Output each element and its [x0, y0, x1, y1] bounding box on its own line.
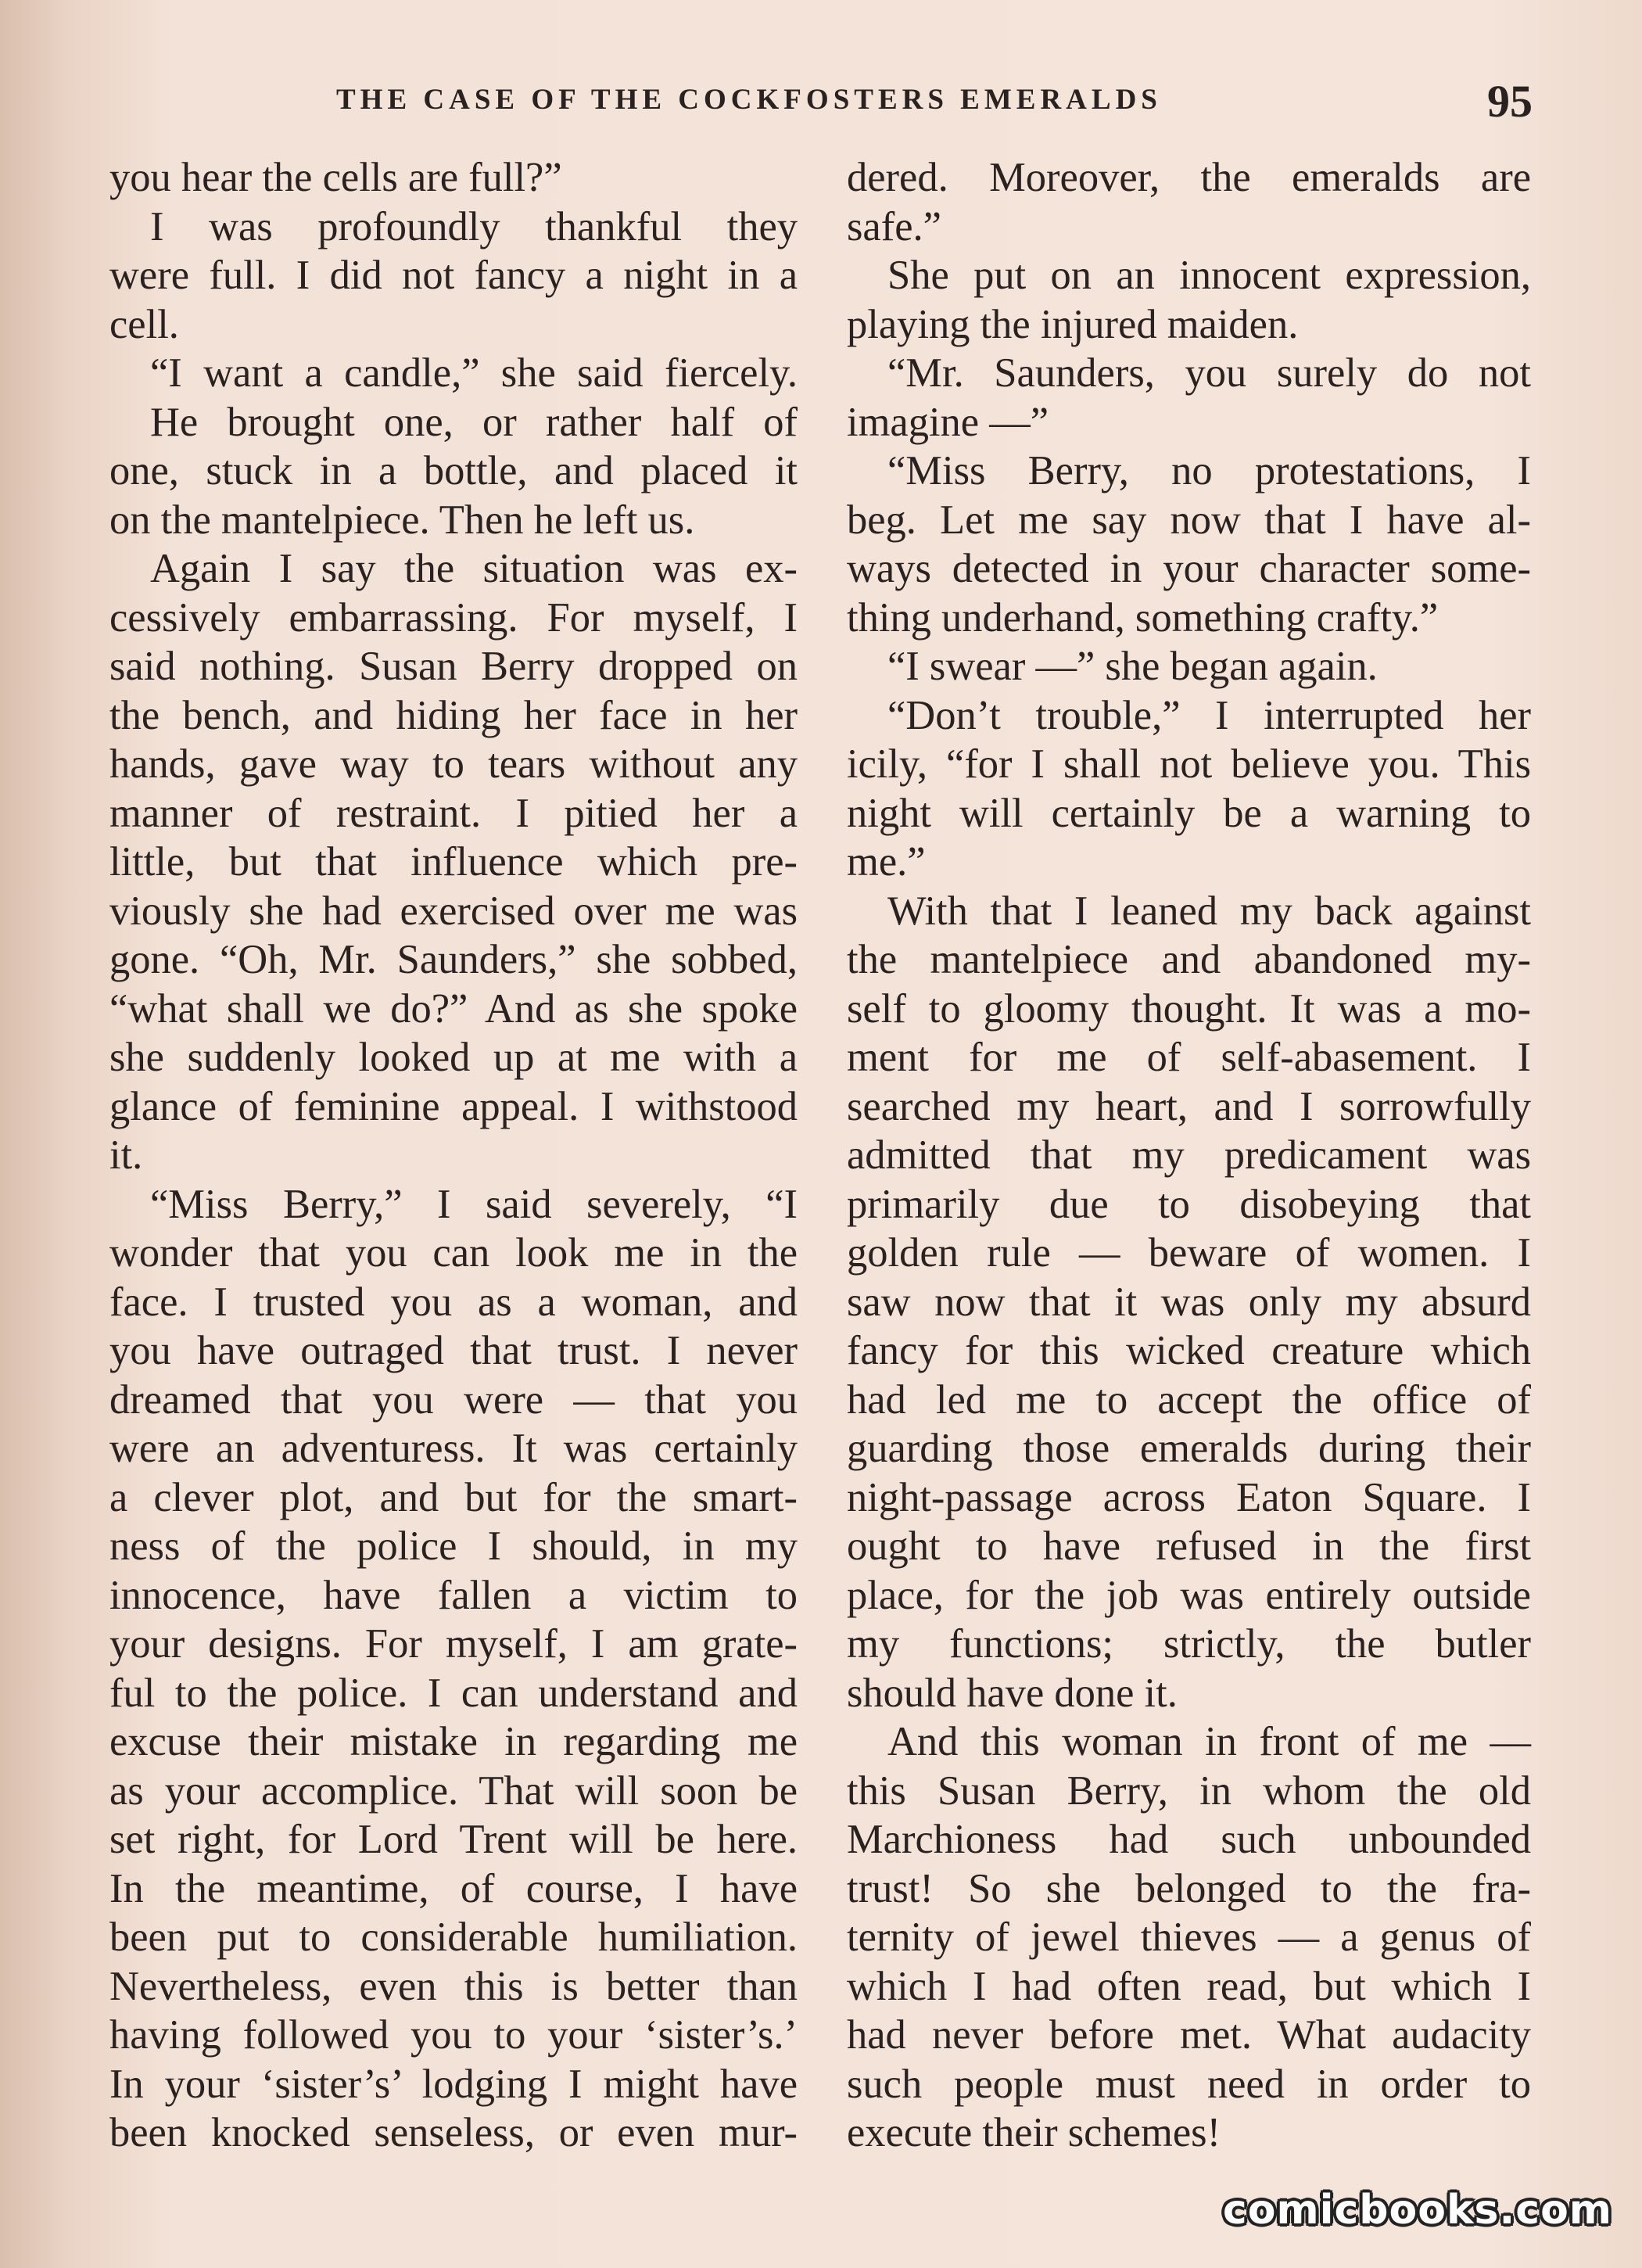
- text-line: you have outraged that trust. I never: [109, 1328, 798, 1373]
- text-line: me.”: [847, 839, 926, 885]
- text-line: self to gloomy thought. It was a mo-: [847, 985, 1531, 1032]
- text-line: “Miss Berry,” I said severely, “I: [150, 1181, 798, 1227]
- text-line: ful to the police. I can understand and: [109, 1670, 798, 1716]
- text-line: “what shall we do?” And as she spoke: [109, 985, 798, 1032]
- text-line: ways detected in your character some-: [847, 546, 1531, 591]
- text-line: She put on an innocent expression,: [887, 253, 1531, 298]
- text-line: glance of feminine appeal. I withstood: [109, 1083, 798, 1129]
- text-line: “I swear —” she began again.: [887, 644, 1378, 689]
- text-line: night will certainly be a warning to: [847, 790, 1531, 836]
- text-line: little, but that influence which pre-: [109, 839, 798, 885]
- text-line: He brought one, or rather half of: [150, 399, 798, 445]
- text-line: such people must need in order to: [847, 2061, 1531, 2107]
- text-line: dered. Moreover, the emeralds are: [847, 155, 1531, 200]
- text-line: were an adventuress. It was certainly: [109, 1426, 798, 1471]
- text-line: innocence, have fallen a victim to: [109, 1572, 798, 1618]
- text-line: as your accomplice. That will soon be: [109, 1767, 798, 1814]
- text-line: she suddenly looked up at me with a: [109, 1035, 798, 1080]
- text-line: cessively embarrassing. For myself, I: [109, 594, 798, 641]
- right-text-column: [847, 153, 1531, 2158]
- text-line: ness of the police I should, in my: [109, 1523, 798, 1569]
- text-line: playing the injured maiden.: [847, 301, 1299, 347]
- text-line: were full. I did not fancy a night in a: [109, 253, 798, 298]
- text-line: “I want a candle,” she said fiercely.: [150, 350, 798, 396]
- text-line: Marchioness had such unbounded: [847, 1817, 1531, 1862]
- text-line: been knocked senseless, or even mur-: [109, 2110, 798, 2155]
- text-line: In your ‘sister’s’ lodging I might have: [109, 2061, 798, 2107]
- text-line: “Don’t trouble,” I interrupted her: [887, 692, 1531, 738]
- text-line: searched my heart, and I sorrowfully: [847, 1083, 1531, 1129]
- text-line: excuse their mistake in regarding me: [109, 1719, 798, 1764]
- text-line: ment for me of self-abasement. I: [847, 1035, 1531, 1080]
- text-line: the mantelpiece and abandoned my-: [847, 937, 1531, 982]
- text-line: viously she had exercised over me was: [109, 888, 798, 934]
- text-line: gone. “Oh, Mr. Saunders,” she sobbed,: [109, 937, 798, 982]
- text-line: I was profoundly thankful they: [150, 203, 798, 249]
- text-line: a clever plot, and but for the smart-: [109, 1474, 798, 1520]
- text-line: Nevertheless, even this is better than: [109, 1963, 798, 2009]
- text-line: “Mr. Saunders, you surely do not: [887, 350, 1531, 396]
- text-line: which I had often read, but which I: [847, 1963, 1531, 2009]
- text-line: primarily due to disobeying that: [847, 1181, 1531, 1227]
- text-line: your designs. For myself, I am grate-: [109, 1621, 798, 1667]
- left-text-column: [109, 153, 798, 2158]
- text-line: it.: [109, 1132, 143, 1178]
- text-line: my functions; strictly, the butler: [847, 1621, 1531, 1667]
- text-line: you hear the cells are full?”: [109, 155, 562, 200]
- text-line: With that I leaned my back against: [887, 888, 1531, 934]
- text-line: on the mantelpiece. Then he left us.: [109, 497, 695, 543]
- text-line: set right, for Lord Trent will be here.: [109, 1817, 798, 1862]
- text-line: ought to have refused in the first: [847, 1523, 1531, 1569]
- text-line: fancy for this wicked creature which: [847, 1328, 1531, 1373]
- text-line: had led me to accept the office of: [847, 1376, 1531, 1423]
- text-line: dreamed that you were — that you: [109, 1376, 798, 1423]
- text-line: place, for the job was entirely outside: [847, 1572, 1531, 1618]
- text-line: icily, “for I shall not believe you. This: [847, 741, 1531, 787]
- text-line: thing underhand, something crafty.”: [847, 594, 1439, 641]
- running-title: THE CASE OF THE COCKFOSTERS EMERALDS: [336, 84, 1162, 116]
- text-line: execute their schemes!: [847, 2110, 1221, 2155]
- text-line: night-passage across Eaton Square. I: [847, 1474, 1531, 1520]
- text-line: golden rule — beware of women. I: [847, 1230, 1531, 1276]
- text-line: should have done it.: [847, 1670, 1178, 1716]
- text-line: wonder that you can look me in the: [109, 1230, 798, 1276]
- text-line: been put to considerable humiliation.: [109, 1915, 798, 1960]
- text-line: imagine —”: [847, 399, 1049, 445]
- text-line: had never before met. What audacity: [847, 2012, 1531, 2058]
- text-line: beg. Let me say now that I have al-: [847, 497, 1531, 543]
- text-line: guarding those emeralds during their: [847, 1426, 1531, 1471]
- text-line: said nothing. Susan Berry dropped on: [109, 644, 798, 689]
- watermark-logo: comicbooks.com: [1222, 2187, 1612, 2234]
- text-line: manner of restraint. I pitied her a: [109, 790, 798, 836]
- text-line: the bench, and hiding her face in her: [109, 692, 798, 738]
- text-line: saw now that it was only my absurd: [847, 1279, 1531, 1325]
- text-line: Again I say the situation was ex-: [150, 546, 798, 591]
- page-number: 95: [1487, 76, 1533, 127]
- text-line: having followed you to your ‘sister’s.’: [109, 2012, 798, 2058]
- text-line: cell.: [109, 301, 179, 347]
- text-line: hands, gave way to tears without any: [109, 741, 798, 787]
- text-line: face. I trusted you as a woman, and: [109, 1279, 798, 1325]
- text-line: this Susan Berry, in whom the old: [847, 1767, 1531, 1814]
- text-line: In the meantime, of course, I have: [109, 1865, 798, 1911]
- text-line: admitted that my predicament was: [847, 1132, 1531, 1178]
- text-line: ternity of jewel thieves — a genus of: [847, 1915, 1531, 1960]
- text-line: safe.”: [847, 203, 941, 249]
- text-line: And this woman in front of me —: [887, 1719, 1531, 1764]
- text-line: trust! So she belonged to the fra-: [847, 1865, 1531, 1911]
- text-line: one, stuck in a bottle, and placed it: [109, 448, 798, 493]
- text-line: “Miss Berry, no protestations, I: [887, 448, 1531, 493]
- page-header: [109, 76, 1533, 130]
